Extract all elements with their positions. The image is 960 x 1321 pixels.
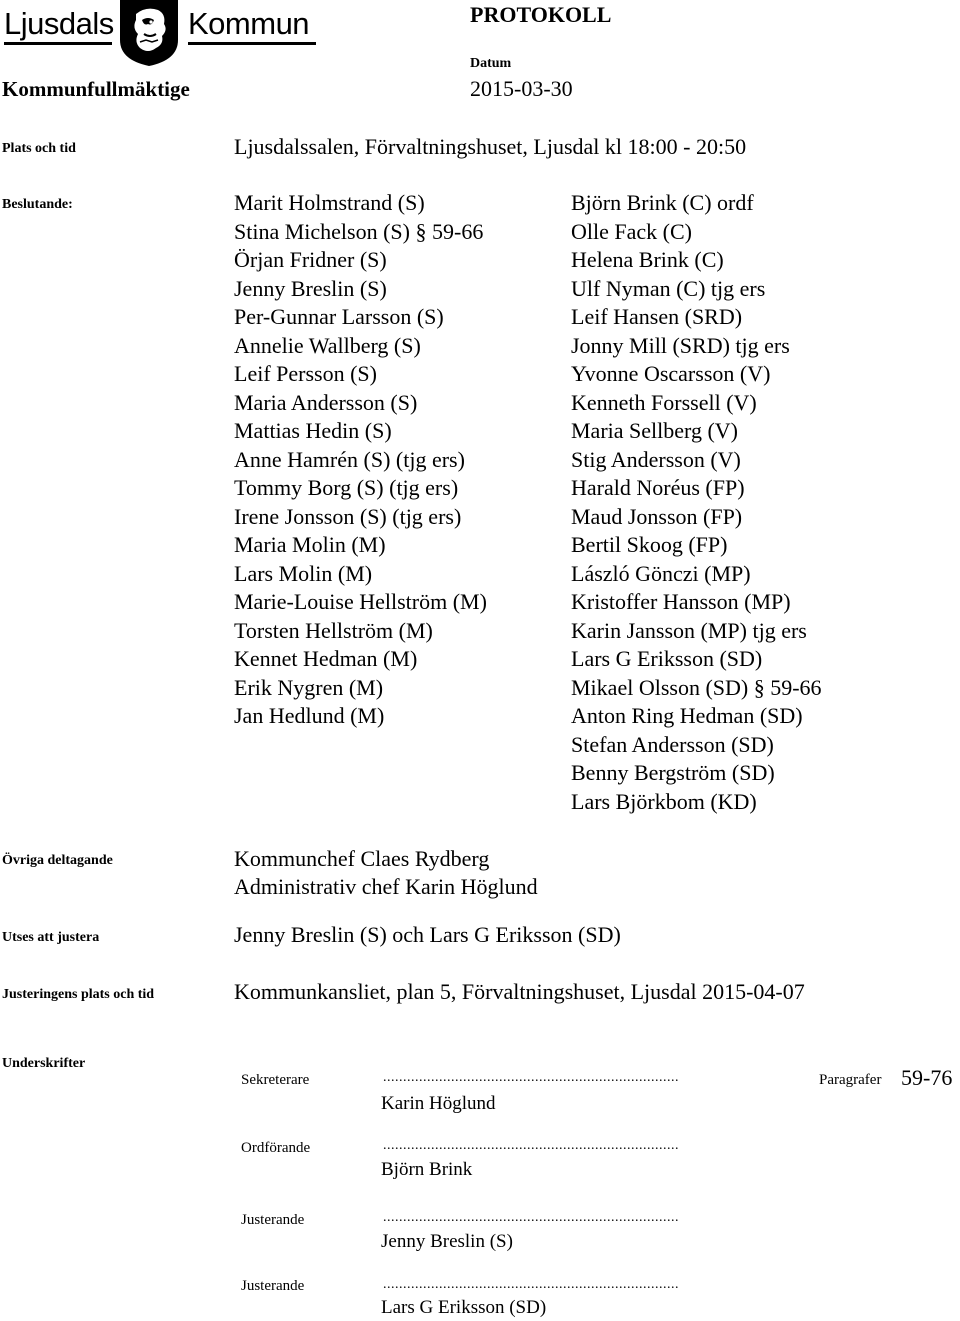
member-name: Maria Sellberg (V) bbox=[571, 418, 738, 443]
member-name: Yvonne Oscarsson (V) bbox=[571, 361, 771, 386]
member-name: Jan Hedlund (M) bbox=[234, 703, 385, 728]
member-name: Leif Persson (S) bbox=[234, 361, 377, 386]
member-name: Maria Molin (M) bbox=[234, 532, 386, 557]
member-name: Björn Brink (C) ordf bbox=[571, 190, 754, 215]
signature-role: Ordförande bbox=[241, 1140, 311, 1156]
logo-underline-right bbox=[188, 42, 316, 45]
signature-line: .......................................................................... bbox=[383, 1277, 679, 1292]
signature-role: Sekreterare bbox=[241, 1072, 310, 1088]
place-time-label: Plats och tid bbox=[2, 141, 76, 156]
member-name: Annelie Wallberg (S) bbox=[234, 332, 421, 358]
deciding-right-column bbox=[571, 189, 822, 816]
date-value: 2015-03-30 bbox=[470, 76, 573, 101]
member-name: Jonny Mill (SRD) tjg ers bbox=[571, 332, 790, 358]
member-name: László Gönczi (MP) bbox=[571, 560, 751, 586]
deciding-left-column bbox=[234, 189, 487, 731]
signature-name: Karin Höglund bbox=[381, 1093, 496, 1114]
adjust-place-label: Justeringens plats och tid bbox=[2, 987, 155, 1002]
paragraphs-value: 59-76 bbox=[901, 1065, 953, 1090]
member-name: Mikael Olsson (SD) § 59-66 bbox=[571, 674, 822, 700]
member-name: Marie-Louise Hellström (M) bbox=[234, 589, 487, 614]
member-name: Benny Bergström (SD) bbox=[571, 760, 775, 785]
member-name: Stefan Andersson (SD) bbox=[571, 731, 774, 757]
member-name: Tommy Borg (S) (tjg ers) bbox=[234, 475, 459, 500]
member-name: Irene Jonsson (S) (tjg ers) bbox=[234, 503, 462, 529]
member-name: Maud Jonsson (FP) bbox=[571, 503, 743, 529]
member-name: Anton Ring Hedman (SD) bbox=[571, 703, 803, 728]
others-line: Administrativ chef Karin Höglund bbox=[234, 874, 538, 899]
member-name: Marit Holmstrand (S) bbox=[234, 190, 425, 215]
signature-name: Björn Brink bbox=[381, 1159, 473, 1180]
member-name: Kristoffer Hansson (MP) bbox=[571, 589, 791, 614]
logo-text-left: Ljusdals bbox=[4, 6, 114, 41]
others-line: Kommunchef Claes Rydberg bbox=[234, 846, 490, 871]
signature-line: .......................................................................... bbox=[383, 1070, 679, 1085]
deciding-label: Beslutande: bbox=[2, 197, 73, 212]
place-time-value: Ljusdalssalen, Förvaltningshuset, Ljusdal kl 18:00 - 20:50 bbox=[234, 134, 747, 159]
signature-name: Jenny Breslin (S) bbox=[381, 1231, 513, 1252]
adjusters-label: Utses att justera bbox=[2, 930, 100, 945]
signature-name: Lars G Eriksson (SD) bbox=[381, 1297, 547, 1318]
paragraphs-label: Paragrafer bbox=[819, 1072, 882, 1088]
logo-underline-left bbox=[4, 42, 112, 45]
member-name: Jenny Breslin (S) bbox=[234, 275, 387, 301]
adjusters-value: Jenny Breslin (S) och Lars G Eriksson (SD) bbox=[234, 922, 621, 947]
signature-line: .......................................................................... bbox=[383, 1210, 679, 1225]
member-name: Leif Hansen (SRD) bbox=[571, 304, 743, 329]
body-name: Kommunfullmäktige bbox=[2, 77, 190, 101]
signature-role: Justerande bbox=[241, 1212, 305, 1228]
member-name: Kenneth Forssell (V) bbox=[571, 389, 757, 415]
member-name: Torsten Hellström (M) bbox=[234, 617, 433, 643]
adjust-place-value: Kommunkansliet, plan 5, Förvaltningshuset, Ljusdal 2015-04-07 bbox=[234, 979, 805, 1004]
member-name: Mattias Hedin (S) bbox=[234, 418, 392, 443]
member-name: Harald Noréus (FP) bbox=[571, 475, 745, 500]
member-name: Anne Hamrén (S) (tjg ers) bbox=[234, 446, 465, 472]
others-label: Övriga deltagande bbox=[2, 853, 113, 868]
member-name: Karin Jansson (MP) tjg ers bbox=[571, 617, 807, 643]
member-name: Helena Brink (C) bbox=[571, 247, 724, 272]
member-name: Erik Nygren (M) bbox=[234, 674, 384, 700]
lion-crest-icon bbox=[118, 0, 180, 66]
member-name: Stig Andersson (V) bbox=[571, 446, 741, 472]
member-name: Stina Michelson (S) § 59-66 bbox=[234, 218, 484, 244]
signature-line: .......................................................................... bbox=[383, 1138, 679, 1153]
member-name: Maria Andersson (S) bbox=[234, 389, 418, 415]
member-name: Bertil Skoog (FP) bbox=[571, 532, 728, 557]
document-type: PROTOKOLL bbox=[470, 2, 612, 27]
member-name: Olle Fack (C) bbox=[571, 218, 692, 244]
municipality-logo bbox=[0, 0, 330, 70]
signature-role: Justerande bbox=[241, 1278, 305, 1294]
member-name: Kennet Hedman (M) bbox=[234, 646, 418, 671]
signatures-label: Underskrifter bbox=[2, 1056, 86, 1071]
date-label: Datum bbox=[470, 56, 512, 71]
member-name: Per-Gunnar Larsson (S) bbox=[234, 304, 444, 329]
logo-text-right: Kommun bbox=[188, 6, 310, 41]
member-name: Örjan Fridner (S) bbox=[234, 247, 387, 272]
member-name: Lars Björkbom (KD) bbox=[571, 788, 757, 814]
member-name: Lars Molin (M) bbox=[234, 560, 373, 586]
member-name: Ulf Nyman (C) tjg ers bbox=[571, 275, 766, 301]
member-name: Lars G Eriksson (SD) bbox=[571, 646, 763, 671]
